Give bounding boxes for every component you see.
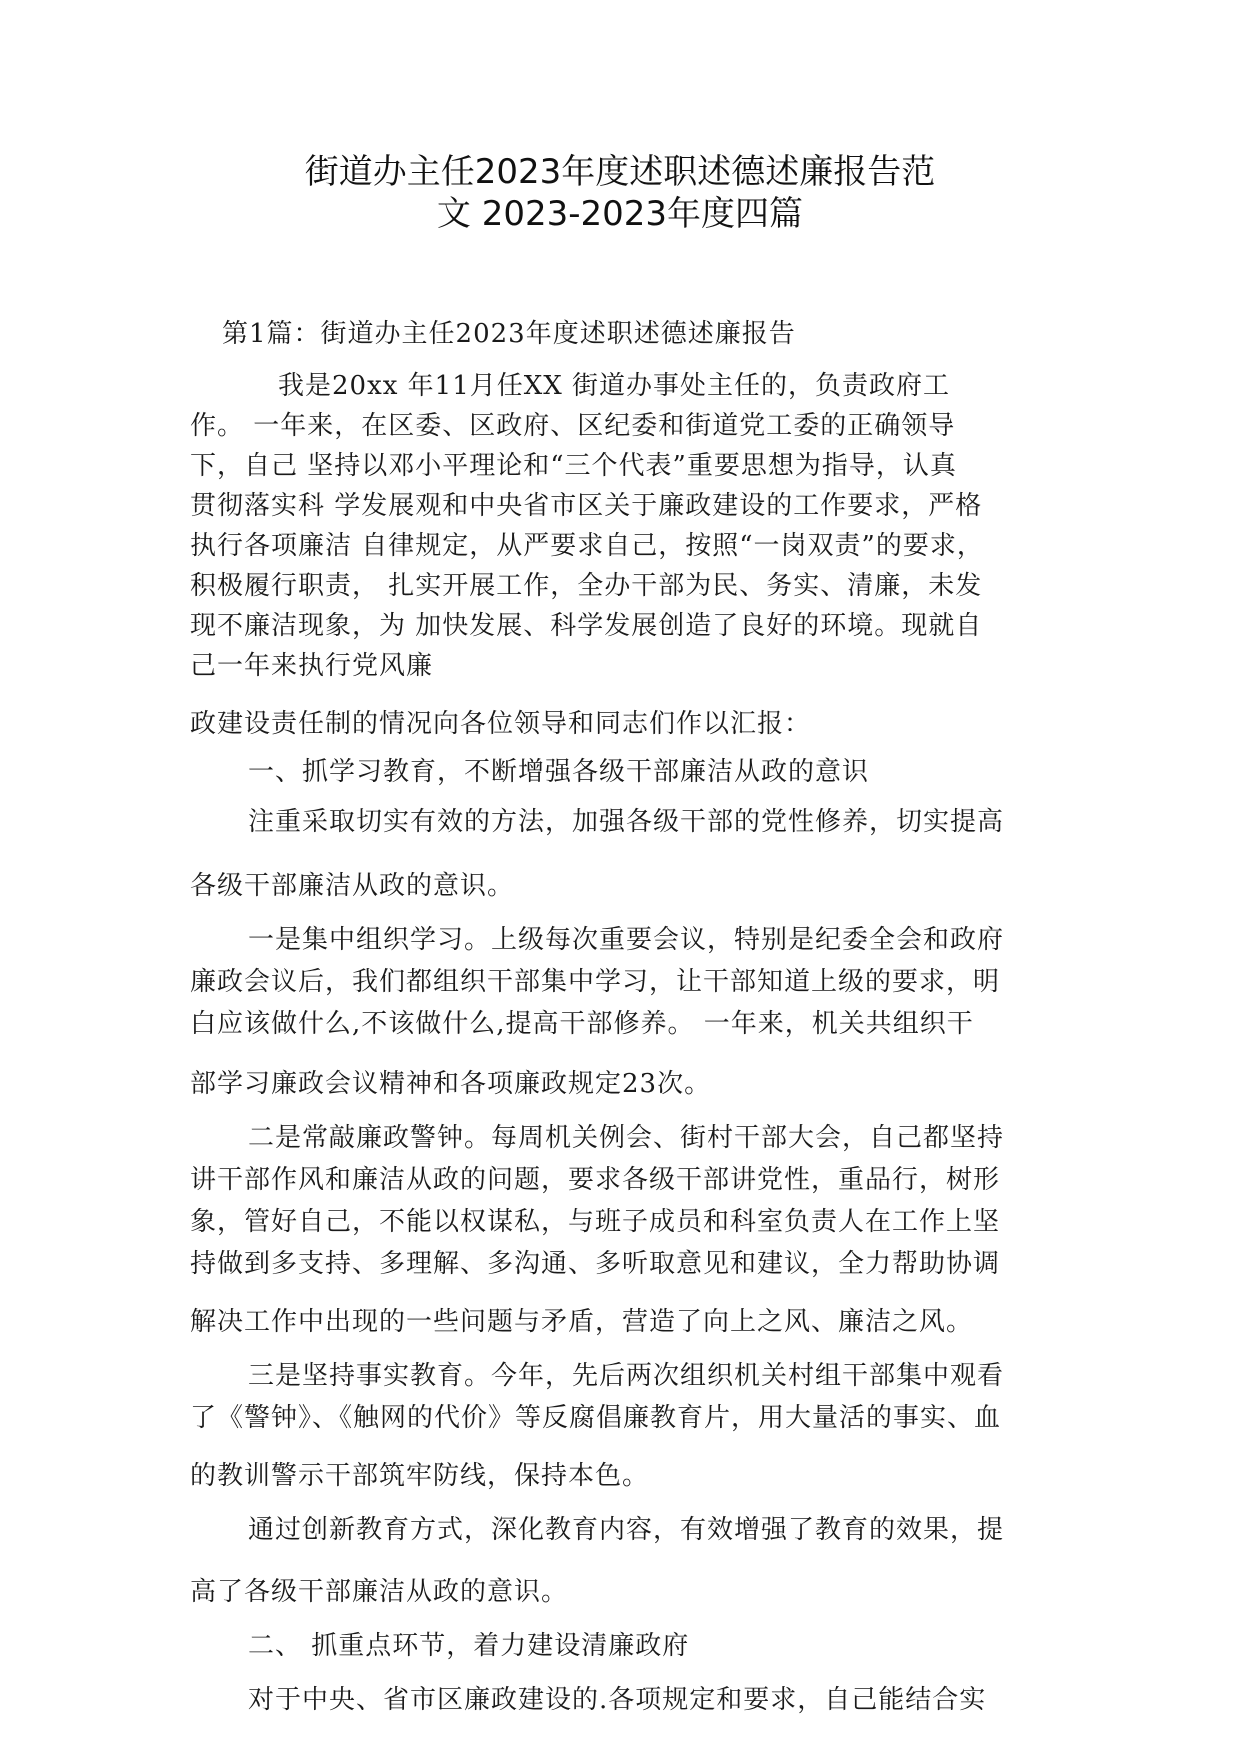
paragraph-line: 解决工作中出现的一些问题与矛盾，营造了向上之风、廉洁之风。	[190, 1307, 974, 1337]
paragraph-line: 了《警钟》、《触网的代价》等反腐倡廉教育片，用大量活的事实、血	[190, 1403, 1002, 1433]
paragraph-line: 执行各项廉洁 自律规定，从严要求自己，按照“一岗双责”的要求，	[190, 531, 984, 561]
paragraph-line: 一是集中组织学习。上级每次重要会议，特别是纪委全会和政府	[248, 925, 1005, 955]
paragraph-line: 廉政会议后，我们都组织干部集中学习，让干部知道上级的要求，明	[190, 967, 1001, 997]
paragraph-line: 注重采取切实有效的方法，加强各级干部的党性修养，切实提高	[248, 807, 1005, 837]
paragraph-line: 对于中央、省市区廉政建设的.各项规定和要求，自己能结合实	[248, 1685, 987, 1715]
paragraph-line: 部学习廉政会议精神和各项廉政规定23次。	[190, 1069, 712, 1099]
section-heading: 一、抓学习教育，不断增强各级干部廉洁从政的意识	[248, 757, 870, 787]
paragraph-line: 三是坚持事实教育。今年，先后两次组织机关村组干部集中观看	[248, 1361, 1005, 1391]
paragraph-line: 下，自己 坚持以邓小平理论和“三个代表”重要思想为指导，认真	[190, 451, 957, 481]
paragraph-line: 现不廉洁现象，为 加快发展、科学发展创造了良好的环境。现就自	[190, 611, 983, 641]
paragraph-line: 白应该做什么,不该做什么,提高干部修养。 一年来，机关共组织干	[190, 1009, 974, 1039]
paragraph-line: 我是20xx 年11月任XX 街道办事处主任的，负责政府工	[278, 371, 951, 401]
document-title-line-1: 街道办主任2023年度述职述德述廉报告范	[304, 152, 936, 192]
paragraph-line: 二是常敲廉政警钟。每周机关例会、街村干部大会，自己都坚持	[248, 1123, 1005, 1153]
paragraph-line: 持做到多支持、多理解、多沟通、多听取意见和建议，全力帮助协调	[190, 1249, 1001, 1279]
paragraph-line: 政建设责任制的情况向各位领导和同志们作以汇报：	[190, 709, 812, 739]
section-heading: 二、 抓重点环节，着力建设清廉政府	[248, 1631, 690, 1661]
paragraph-line: 讲干部作风和廉洁从政的问题，要求各级干部讲党性，重品行，树形	[190, 1165, 1001, 1195]
section-heading: 第1篇：街道办主任2023年度述职述德述廉报告	[222, 319, 796, 349]
paragraph-line: 积极履行职责， 扎实开展工作，全办干部为民、务实、清廉，未发	[190, 571, 983, 601]
paragraph-line: 各级干部廉洁从政的意识。	[190, 871, 515, 901]
paragraph-line: 己一年来执行党风廉	[190, 651, 434, 681]
document-title-line-2: 文 2023-2023年度四篇	[436, 194, 804, 234]
paragraph-line: 的教训警示干部筑牢防线，保持本色。	[190, 1461, 650, 1491]
paragraph-line: 高了各级干部廉洁从政的意识。	[190, 1577, 569, 1607]
paragraph-line: 贯彻落实科 学发展观和中央省市区关于廉政建设的工作要求，严格	[190, 491, 983, 521]
paragraph-line: 作。 一年来，在区委、区政府、区纪委和街道党工委的正确领导	[190, 411, 956, 441]
paragraph-line: 象，管好自己，不能以权谋私，与班子成员和科室负责人在工作上坚	[190, 1207, 1001, 1237]
paragraph-line: 通过创新教育方式，深化教育内容，有效增强了教育的效果，提	[248, 1515, 1005, 1545]
